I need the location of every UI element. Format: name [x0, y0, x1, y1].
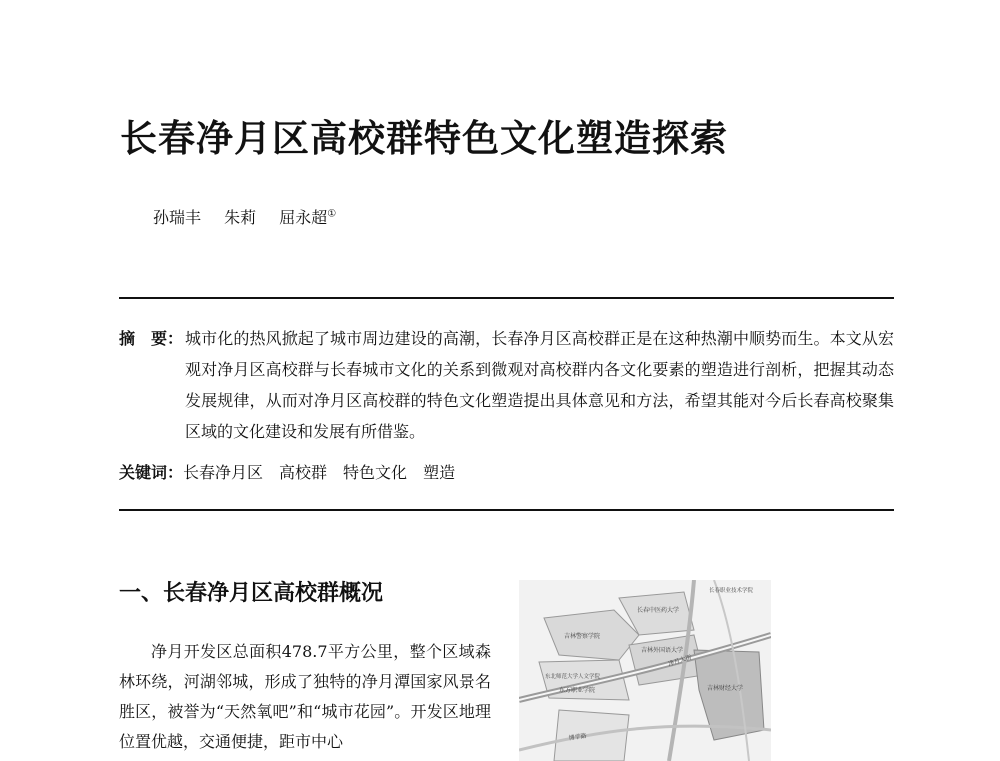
section-heading: 一、长春净月区高校群概况 [119, 580, 384, 606]
map-label: 吉林财经大学 [707, 685, 744, 692]
keywords-label: 关键词： [119, 463, 184, 482]
map-label: 吉林警察学院 [564, 633, 601, 640]
paper-title: 长春净月区高校群特色文化塑造探索 [120, 116, 728, 160]
campus-map-figure [519, 580, 771, 761]
campus-map [519, 580, 771, 761]
map-label: 长春职业技术学院 [709, 588, 754, 594]
author-name: 朱莉 [224, 208, 257, 227]
abstract-label: 摘 要： [119, 329, 184, 348]
author-name: 屈永超① [279, 208, 337, 227]
map-label: 长春中医药大学 [637, 607, 680, 614]
author-list [153, 205, 336, 228]
keyword: 长春净月区 [183, 463, 264, 482]
keyword: 特色文化 [343, 463, 408, 482]
map-label: 吉林外国语大学 [641, 647, 684, 654]
map-label: 净月大街 [667, 653, 693, 668]
bottom-divider [119, 509, 894, 511]
map-label: 东方职业学院 [559, 687, 596, 694]
keyword: 塑造 [423, 463, 456, 482]
abstract-text: 城市化的热风掀起了城市周边建设的高潮，长春净月区高校群正是在这种热潮中顺势而生。本文从宏观对净月区高校群与长春城市文化的关系到微观对高校群内各文化要素的塑造进行剖析，把握其动态发展规律，从而对净月区高校群的特色文化塑造提出具体意见和方法，希望其能对今后长春高校聚集区域的文化建设和发展有所借鉴。 [185, 329, 894, 441]
keyword: 高校群 [279, 463, 328, 482]
map-label: 博学路 [568, 732, 588, 742]
map-label: 东北师范大学人文学院 [545, 674, 601, 680]
footnote-marker: ① [327, 208, 337, 220]
keywords-line [119, 460, 471, 483]
abstract-block [119, 323, 894, 447]
author-name: 孙瑞丰 [153, 208, 202, 227]
top-divider [119, 297, 894, 299]
section-paragraph: 净月开发区总面积478.7平方公里，整个区域森林环绕，河湖邻城，形成了独特的净月潭国家风景名胜区，被誉为“天然氧吧”和“城市花园”。开发区地理位置优越，交通便捷，距市中心 [119, 642, 491, 751]
